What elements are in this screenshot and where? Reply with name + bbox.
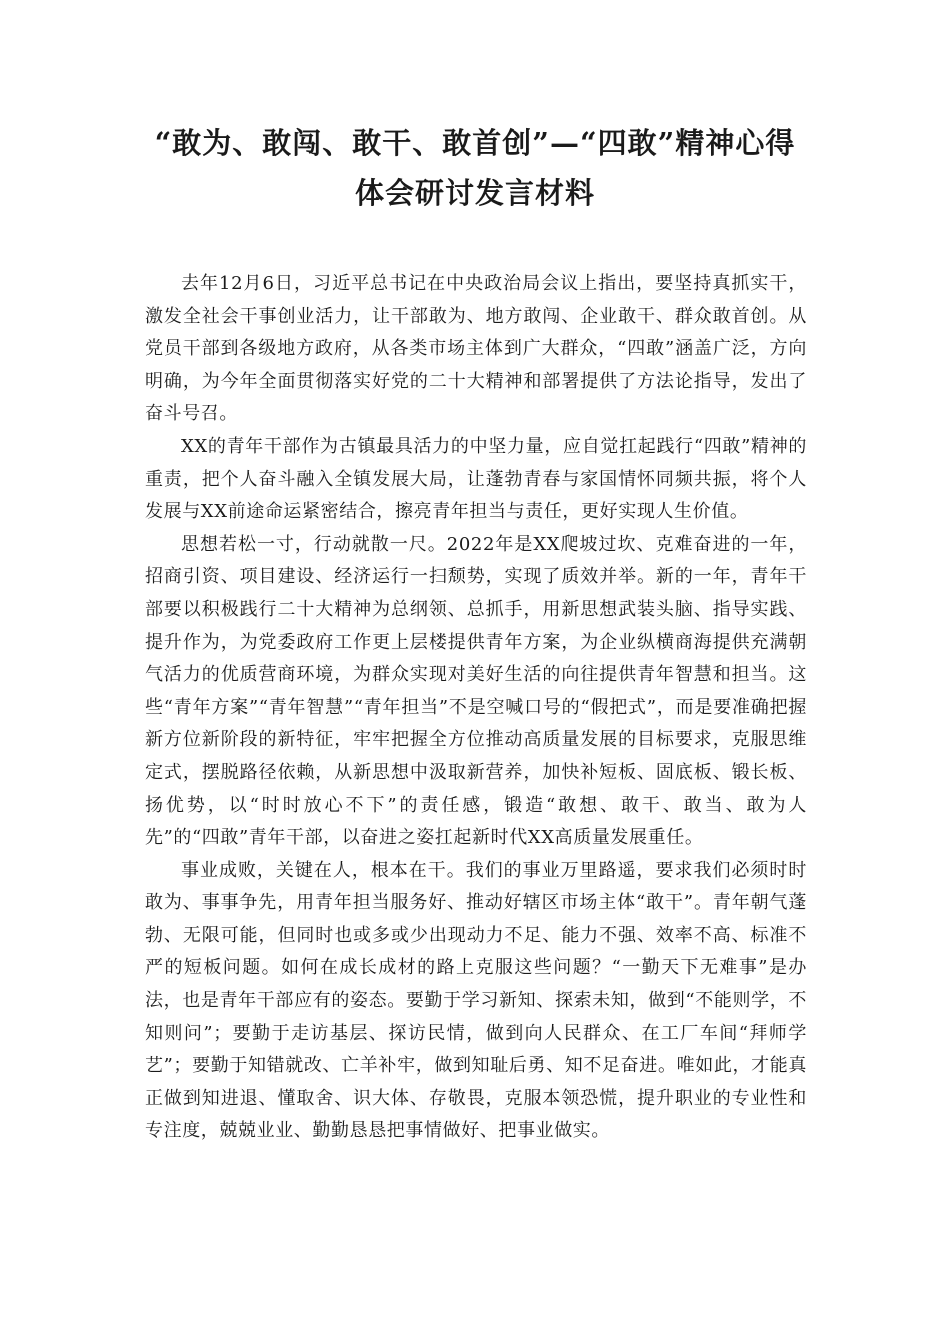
paragraph-2: XX的青年干部作为古镇最具活力的中坚力量，应自觉扛起践行“四敢”精神的重责，把个人奋斗融入全镇发展大局，让蓬勃青春与家国情怀同频共振，将个人发展与XX前途命运紧密结合，擦亮青年担当与责任，更好实现人生价值。: [145, 435, 807, 523]
title-line-1: “敢为、敢闯、敢干、敢首创”—“四敢”精神心得: [154, 126, 796, 160]
document-body: [145, 268, 807, 1148]
paragraph-1: 去年12月6日，习近平总书记在中央政治局会议上指出，要坚持真抓实干，激发全社会干事创业活力，让干部敢为、地方敢闯、企业敢干、群众敢首创。从党员干部到各级地方政府，从各类市场主体到广大群众，“四敢”涵盖广泛，方向明确，为今年全面贯彻落实好党的二十大精神和部署提供了方法论指导，发出了奋斗号召。: [145, 273, 807, 425]
title-line-2: 体会研讨发言材料: [354, 176, 595, 210]
paragraph-3: 思想若松一寸，行动就散一尺。2022年是XX爬坡过坎、克难奋进的一年，招商引资、项目建设、经济运行一扫颓势，实现了质效并举。新的一年，青年干部要以积极践行二十大精神为总纲领、总抓手，用新思想武装头脑、指导实践、提升作为，为党委政府工作更上层楼提供青年方案，为企业纵横商海提供充满朝气活力的优质营商环境，为群众实现对美好生活的向往提供青年智慧和担当。这些“青年方案”“青年智慧”“青年担当”不是空喊口号的“假把式”，而是要准确把握新方位新阶段的新特征，牢牢把握全方位推动高质量发展的目标要求，克服思维定式，摆脱路径依赖，从新思想中汲取新营养，加快补短板、固底板、锻长板、扬优势，以“时时放心不下”的责任感，锻造“敢想、敢干、敢当、敢为人先”的“四敢”青年干部，以奋进之姿扛起新时代XX高质量发展重任。: [145, 533, 807, 849]
document-title: [110, 118, 840, 218]
paragraph-4: 事业成败，关键在人，根本在干。我们的事业万里路遥，要求我们必须时时敢为、事事争先，用青年担当服务好、推动好辖区市场主体“敢干”。青年朝气蓬勃、无限可能，但同时也或多或少出现动力不足、能力不强、效率不高、标准不严的短板问题。如何在成长成材的路上克服这些问题？“一勤天下无难事”是办法，也是青年干部应有的姿态。要勤于学习新知、探索未知，做到“不能则学，不知则问”；要勤于走访基层、探访民情，做到向人民群众、在工厂车间“拜师学艺”；要勤于知错就改、亡羊补牢，做到知耻后勇、知不足奋进。唯如此，才能真正做到知进退、懂取舍、识大体、存敬畏，克服本领恐慌，提升职业的专业性和专注度，兢兢业业、勤勤恳恳把事情做好、把事业做实。: [145, 859, 807, 1142]
